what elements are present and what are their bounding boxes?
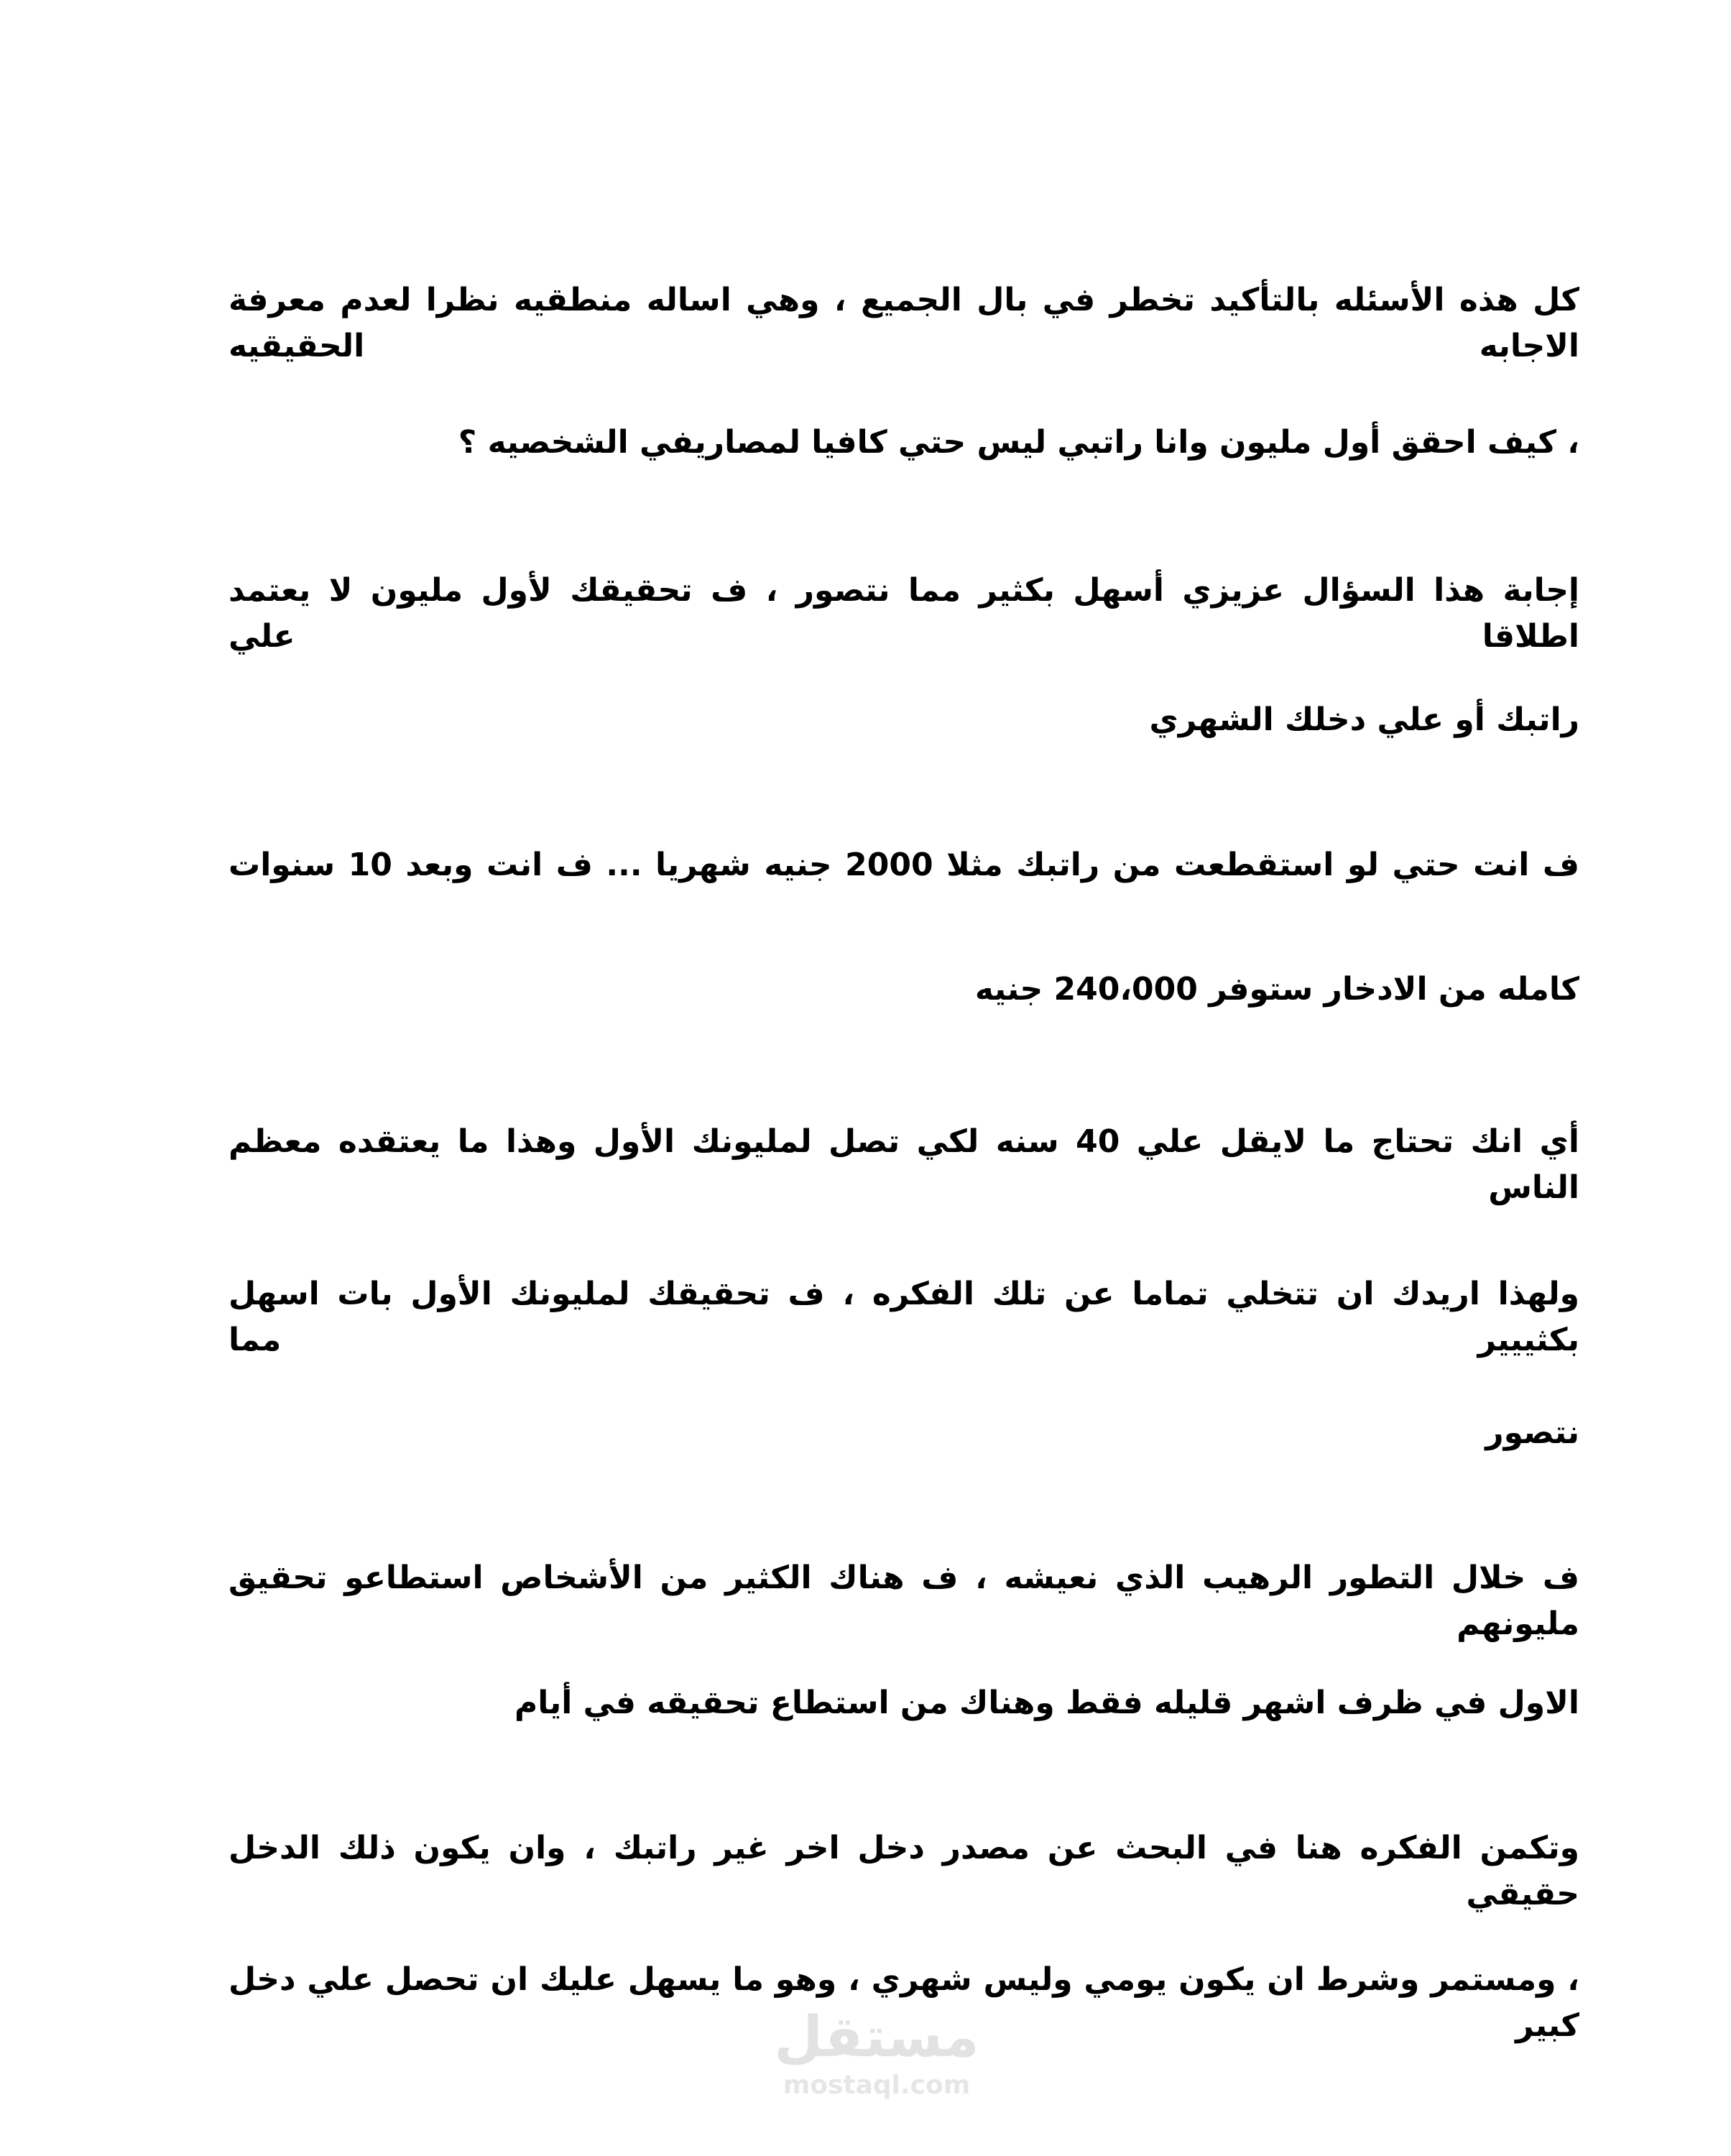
mostaql-watermark [762,2005,992,2101]
text-line: ف خلال التطور الرهيب الذي نعيشه ، ف هناك الكثير من الأشخاص استطاعو تحقيق مليونهم [229,1560,1579,1642]
text-line: وتكمن الفكره هنا في البحث عن مصدر دخل اخر غير راتبك ، وان يكون ذلك الدخل حقيقي [229,1830,1579,1912]
text-line: أي انك تحتاج ما لايقل علي 40 سنه لكي تصل لمليونك الأول وهذا ما يعتقده معظم الناس [229,1123,1579,1206]
text-line: ، ومستمر وشرط ان يكون يومي وليس شهري ، وهو ما يسهل عليك ان تحصل علي دخل كبير [229,1961,1579,2044]
text-line: ف انت حتي لو استقطعت من راتبك مثلا 2000 جنيه شهريا ... ف انت وبعد 10 سنوات [229,847,1579,883]
text-line: نتصور [1485,1414,1579,1451]
text-line: كل هذه الأسئله بالتأكيد تخطر في بال الجميع ، وهي اساله منطقيه نظرا لعدم معرفة الاجابه الحقيقيه [229,282,1579,364]
text-line: ، كيف احقق أول مليون وانا راتبي ليس حتي كافيا لمصاريفي الشخصيه ؟ [458,424,1579,461]
text-line: ولهذا اريدك ان تتخلي تماما عن تلك الفكره ، ف تحقيقك لمليونك الأول بات اسهل بكثييير مما [229,1276,1579,1358]
text-line: راتبك أو علي دخلك الشهري [1149,701,1579,738]
text-line: إجابة هذا السؤال عزيزي أسهل بكثير مما نتصور ، ف تحقيقك لأول مليون لا يعتمد اطلاقا علي [229,572,1579,655]
watermark-logo: مستقل [774,2005,979,2070]
text-line: كامله من الادخار ستوفر 240،000 جنيه [974,971,1579,1008]
watermark-url: mostaql.com [783,2070,971,2100]
text-line: الاول في ظرف اشهر قليله فقط وهناك من استطاع تحقيقه في أيام [514,1685,1579,1721]
